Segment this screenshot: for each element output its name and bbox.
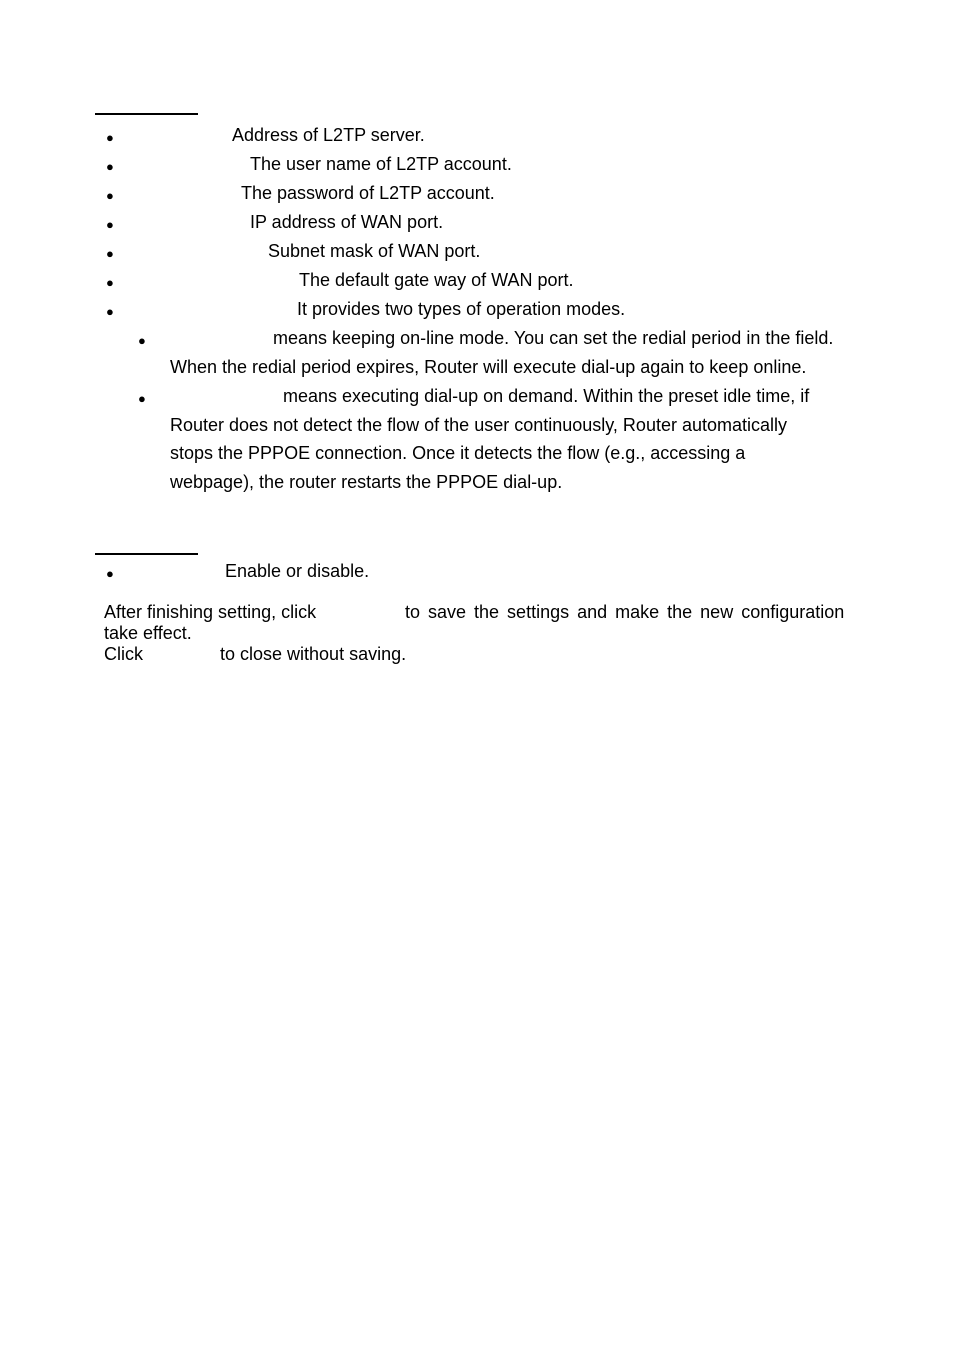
default-gateway-desc: The default gate way of WAN port. [299, 270, 574, 290]
operation-mode-desc: It provides two types of operation modes. [297, 299, 626, 319]
bullet-icon: ● [138, 333, 146, 348]
bullet-icon: ● [106, 246, 114, 261]
bullet-icon: ● [106, 217, 114, 232]
on-demand-desc-line2: Router does not detect the flow of the user continuously, Router automatically [170, 415, 788, 435]
on-demand-desc-line4: webpage), the router restarts the PPPOE dial-up. [170, 472, 563, 492]
save-instruction-start: After finishing setting, click [104, 602, 317, 622]
enable-desc: Enable or disable. [225, 561, 370, 581]
bullet-icon: ● [138, 391, 146, 406]
password-desc: The password of L2TP account. [241, 183, 495, 203]
section-heading-rule [95, 553, 198, 555]
section-heading-rule [95, 113, 198, 115]
server-address-desc: Address of L2TP server. [232, 125, 425, 145]
save-instruction-cont: take effect. [104, 623, 192, 643]
on-demand-desc-line3: stops the PPPOE connection. Once it detects the flow (e.g., accessing a [170, 443, 746, 463]
username-desc: The user name of L2TP account. [250, 154, 512, 174]
subnet-mask-desc: Subnet mask of WAN port. [268, 241, 481, 261]
ip-address-desc: IP address of WAN port. [250, 212, 444, 232]
on-demand-desc-line1: means executing dial-up on demand. Within the preset idle time, if [283, 386, 810, 406]
save-instruction-end: to save the settings and make the new configuration [405, 602, 845, 622]
cancel-instruction-end: to close without saving. [220, 644, 407, 664]
bullet-icon: ● [106, 275, 114, 290]
cancel-instruction-start: Click [104, 644, 143, 664]
keep-online-desc-line2: When the redial period expires, Router will execute dial-up again to keep online. [170, 357, 807, 377]
bullet-icon: ● [106, 130, 114, 145]
bullet-icon: ● [106, 566, 114, 581]
bullet-icon: ● [106, 304, 114, 319]
bullet-icon: ● [106, 159, 114, 174]
keep-online-desc-line1: means keeping on-line mode. You can set the redial period in the field. [273, 328, 834, 348]
bullet-icon: ● [106, 188, 114, 203]
